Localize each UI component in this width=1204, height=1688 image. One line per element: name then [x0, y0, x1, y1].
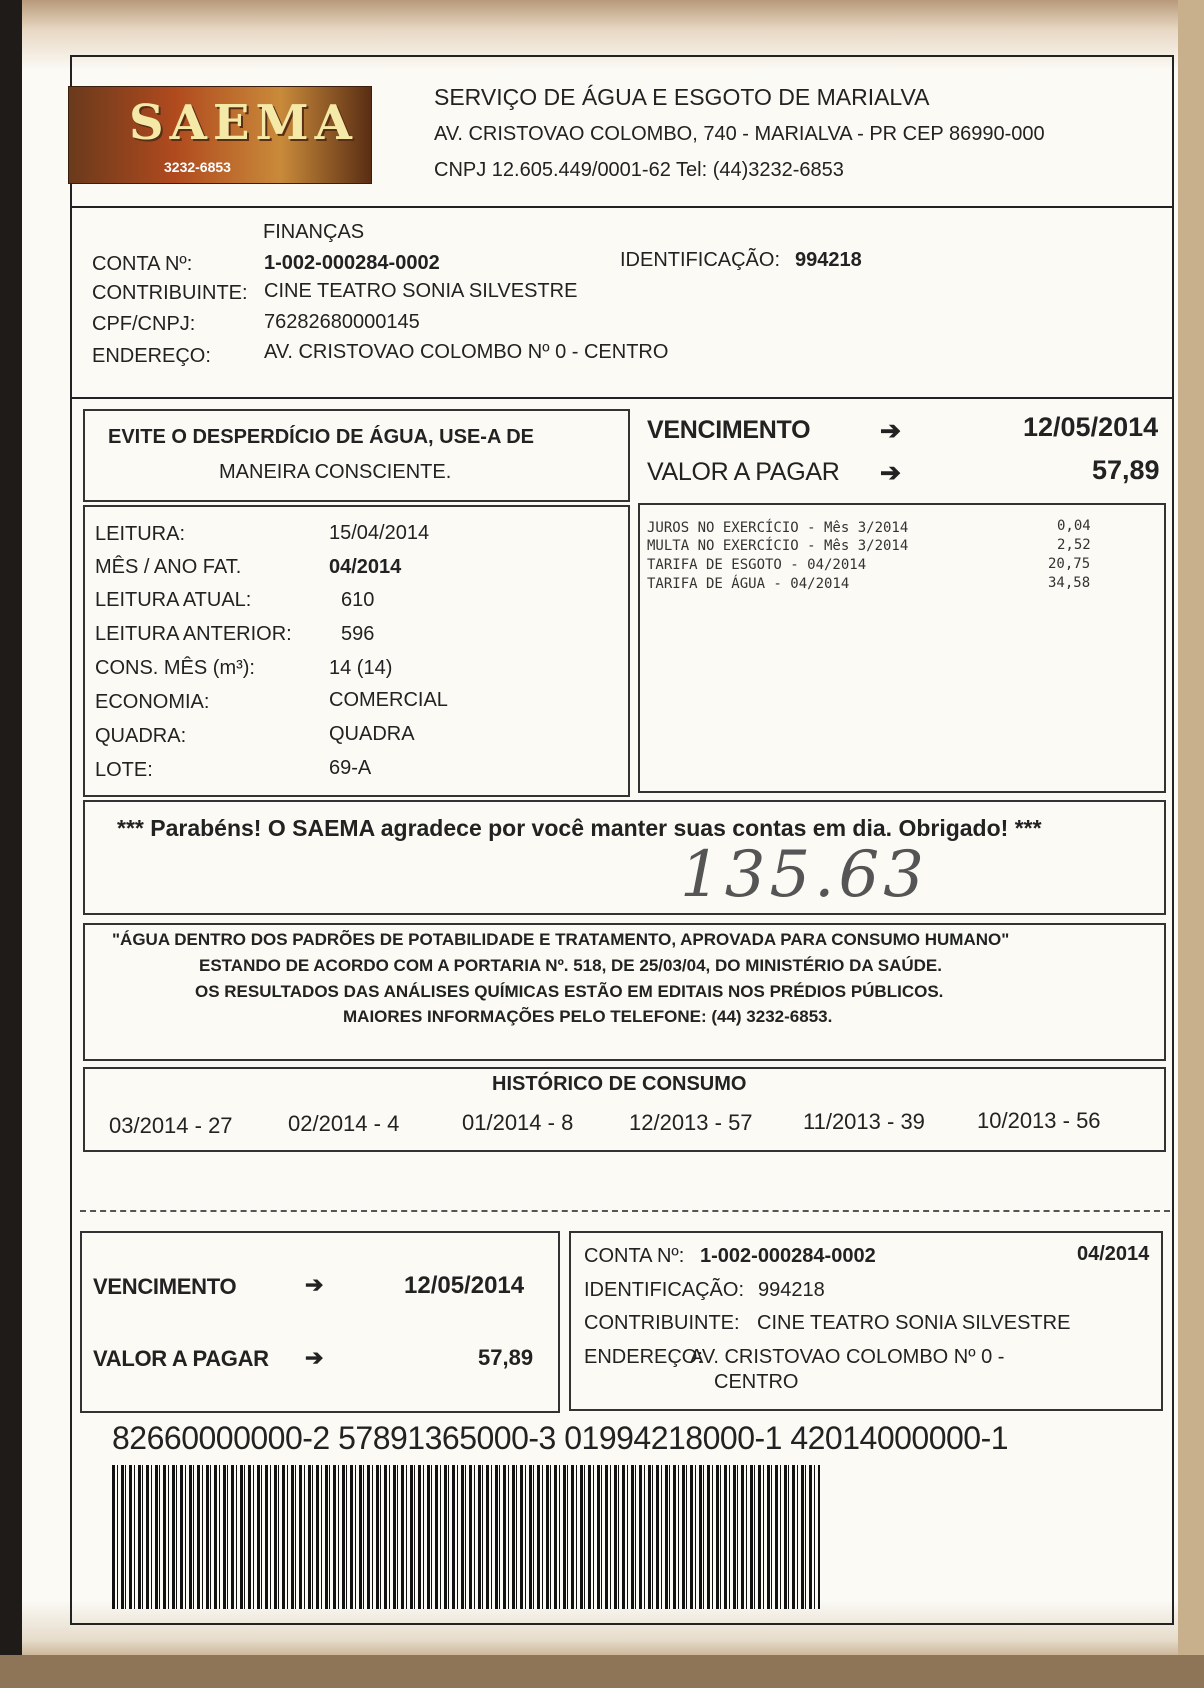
stub-contribuinte-value: CINE TEATRO SONIA SILVESTRE: [757, 1312, 1071, 1334]
notice-box: [83, 409, 630, 502]
stub-identificacao-label: IDENTIFICAÇÃO:: [584, 1279, 745, 1301]
notice-line1: EVITE O DESPERDÍCIO DE ÁGUA, USE-A DE: [108, 426, 534, 448]
logo-text: SAEMA: [129, 95, 358, 151]
stub-conta-value: 1-002-000284-0002: [700, 1245, 876, 1267]
vencimento-label: VENCIMENTO: [647, 416, 811, 444]
cut-line: [80, 1210, 1170, 1212]
endereco-value: AV. CRISTOVAO COLOMBO Nº 0 - CENTRO: [264, 341, 669, 363]
vencimento-value: 12/05/2014: [1023, 412, 1159, 442]
charge-value: 34,58: [1048, 575, 1091, 591]
logo-phone: 3232-6853: [164, 159, 231, 175]
saema-logo: [68, 86, 372, 184]
leitura-label: LEITURA:: [95, 523, 186, 545]
history-item: 02/2014 - 4: [288, 1111, 400, 1136]
stub-contribuinte-label: CONTRIBUINTE:: [584, 1312, 740, 1334]
identificacao-label: IDENTIFICAÇÃO:: [620, 249, 781, 271]
leitura-value: 15/04/2014: [329, 522, 430, 544]
quality-line3: OS RESULTADOS DAS ANÁLISES QUÍMICAS ESTÃO EM EDITAIS NOS PRÉDIOS PÚBLICOS.: [195, 982, 944, 1001]
scan-edge-bottom: [0, 1655, 1204, 1688]
endereco-label: ENDEREÇO:: [92, 345, 211, 367]
cpf-value: 76282680000145: [264, 311, 420, 333]
stub-identificacao-value: 994218: [758, 1279, 825, 1301]
stub-vencimento-label: VENCIMENTO: [93, 1274, 237, 1299]
thanks-message: *** Parabéns! O SAEMA agradece por você manter suas contas em dia. Obrigado! ***: [117, 815, 1042, 841]
charge-value: 20,75: [1048, 556, 1091, 572]
account-divider: [70, 397, 1174, 399]
charge-desc: MULTA NO EXERCÍCIO - Mês 3/2014: [647, 538, 909, 554]
lote-label: LOTE:: [95, 759, 153, 781]
mes-value: 04/2014: [329, 556, 402, 578]
conta-label: CONTA Nº:: [92, 253, 193, 275]
stub-conta-label: CONTA Nº:: [584, 1245, 685, 1267]
contribuinte-label: CONTRIBUINTE:: [92, 282, 248, 304]
economia-label: ECONOMIA:: [95, 691, 210, 713]
charge-desc: JUROS NO EXERCÍCIO - Mês 3/2014: [647, 520, 909, 536]
quadra-value: QUADRA: [329, 723, 415, 745]
scan-edge-right: [1178, 0, 1204, 1688]
org-cnpj-tel: CNPJ 12.605.449/0001-62 Tel: (44)3232-6853: [434, 159, 844, 181]
anterior-label: LEITURA ANTERIOR:: [95, 623, 292, 645]
quality-line1: "ÁGUA DENTRO DOS PADRÕES DE POTABILIDADE E TRATAMENTO, APROVADA PARA CONSUMO HUMANO": [112, 930, 1010, 949]
history-title: HISTÓRICO DE CONSUMO: [492, 1073, 747, 1095]
identificacao-value: 994218: [795, 249, 862, 271]
stub-periodo: 04/2014: [1077, 1243, 1150, 1265]
history-item: 01/2014 - 8: [462, 1110, 574, 1135]
stub-valor-label: VALOR A PAGAR: [93, 1346, 269, 1371]
stub-vencimento-arrow-icon: ➔: [305, 1272, 324, 1297]
atual-value: 610: [341, 589, 375, 611]
charge-value: 2,52: [1057, 537, 1091, 553]
valor-value: 57,89: [1092, 455, 1160, 485]
barcode: [112, 1465, 820, 1609]
history-item: 03/2014 - 27: [109, 1113, 233, 1138]
cpf-label: CPF/CNPJ:: [92, 313, 196, 335]
quality-line2: ESTANDO DE ACORDO COM A PORTARIA Nº. 518, DE 25/03/04, DO MINISTÉRIO DA SAÚDE.: [199, 956, 942, 975]
stub-payment-box: [80, 1231, 560, 1413]
history-item: 10/2013 - 56: [977, 1108, 1101, 1133]
header-divider: [70, 206, 1174, 208]
economia-value: COMERCIAL: [329, 689, 448, 711]
valor-label: VALOR A PAGAR: [647, 458, 840, 486]
stub-vencimento-value: 12/05/2014: [404, 1272, 525, 1299]
vencimento-arrow-icon: ➔: [880, 417, 901, 445]
handwritten-note: 135.63: [680, 838, 928, 912]
lote-value: 69-A: [329, 757, 372, 779]
charge-value: 0,04: [1057, 518, 1091, 534]
conta-value: 1-002-000284-0002: [264, 252, 440, 274]
stub-endereco-value: AV. CRISTOVAO COLOMBO Nº 0 -: [690, 1346, 1005, 1368]
quality-line4: MAIORES INFORMAÇÕES PELO TELEFONE: (44) 3232-6853.: [343, 1007, 833, 1026]
notice-line2: MANEIRA CONSCIENTE.: [219, 461, 452, 483]
org-address: AV. CRISTOVAO COLOMBO, 740 - MARIALVA - PR CEP 86990-000: [434, 123, 1045, 145]
history-item: 12/2013 - 57: [629, 1110, 753, 1135]
org-name: SERVIÇO DE ÁGUA E ESGOTO DE MARIALVA: [434, 84, 930, 110]
stub-endereco-label: ENDEREÇO:: [584, 1346, 703, 1368]
reading-box: [83, 505, 630, 797]
charge-desc: TARIFA DE ÁGUA - 04/2014: [647, 576, 850, 592]
stub-valor-value: 57,89: [478, 1345, 534, 1370]
valor-arrow-icon: ➔: [880, 459, 901, 487]
barcode-digits: 82660000000-2 57891365000-3 01994218000-1 42014000000-1: [112, 1420, 1009, 1456]
history-item: 11/2013 - 39: [803, 1109, 925, 1134]
charge-desc: TARIFA DE ESGOTO - 04/2014: [647, 557, 867, 573]
cons-value: 14 (14): [329, 657, 393, 679]
quadra-label: QUADRA:: [95, 725, 187, 747]
anterior-value: 596: [341, 623, 375, 645]
mes-label: MÊS / ANO FAT.: [95, 556, 242, 578]
stub-valor-arrow-icon: ➔: [305, 1345, 324, 1370]
contribuinte-value: CINE TEATRO SONIA SILVESTRE: [264, 280, 578, 302]
atual-label: LEITURA ATUAL:: [95, 589, 252, 611]
stub-endereco-value2: CENTRO: [714, 1371, 799, 1393]
section-financas: FINANÇAS: [263, 221, 365, 243]
cons-label: CONS. MÊS (m³):: [95, 657, 255, 679]
